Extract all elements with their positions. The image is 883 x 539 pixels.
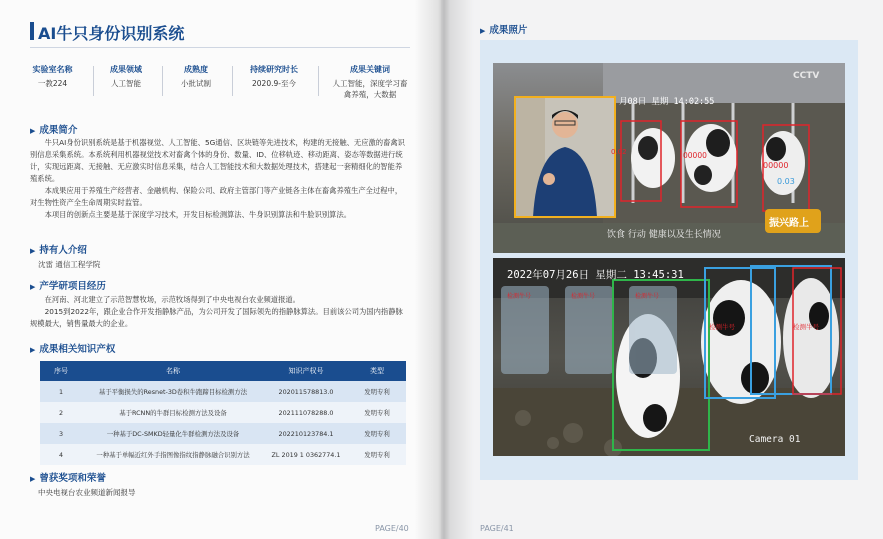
experience-paragraph-2: 2015到2022年，跟企业合作开发指静脉产品，为公司开发了国际领先的指静脉算法。目前该公司为国内指静脉规模最大，销售量最大的企业。 xyxy=(30,307,403,328)
detect-label: 检测牛号 xyxy=(793,323,819,331)
detect-label: 检测牛号 xyxy=(571,293,596,300)
table-cell: 1 xyxy=(40,381,82,402)
table-cell: 一种基于单幅近红外手指图像指纹指静脉融合识别方法 xyxy=(82,444,264,465)
meta-field xyxy=(100,64,152,106)
section-photos-heading xyxy=(480,22,527,36)
triangle-icon: ▶ xyxy=(30,283,36,291)
intro-paragraph-3: 本项目的创新点主要是基于深度学习技术，开发目标检测算法、牛身识别算法和牛脸识别算法。 xyxy=(44,210,352,219)
ip-table-header: 类型 xyxy=(348,361,406,381)
detect-value: 00000 xyxy=(683,151,707,160)
table-cell: 发明专利 xyxy=(348,402,406,423)
meta-field-value: 人工智能 xyxy=(111,79,141,88)
broadcast-caption: 饮食 行动 健康以及生长情况 xyxy=(607,230,721,240)
meta-keywords xyxy=(330,64,410,106)
section-photos-heading-text: 成果照片 xyxy=(489,25,528,36)
meta-keywords-key: 成果关键词 xyxy=(350,65,390,74)
section-experience-heading xyxy=(30,278,106,292)
table-row xyxy=(40,444,406,465)
page-title: AI牛只身份识别系统 xyxy=(38,24,185,43)
ip-table-header-row xyxy=(40,361,406,381)
experience-paragraph-1: 在河南、河北建立了示范智慧牧场，示范牧场得到了中央电视台农业频道报道。 xyxy=(44,295,300,304)
meta-field-key: 成果领域 xyxy=(110,65,142,74)
left-page xyxy=(0,0,441,539)
detect-value: 0.02 xyxy=(611,148,627,156)
section-experience-heading-text: 产学研项目经历 xyxy=(39,281,106,292)
ip-table-header: 知识产权号 xyxy=(264,361,348,381)
intro-paragraph-2: 本成果应用于养殖生产经营者、金融机构、保险公司、政府主管部门等产业链各主体在畜禽养殖生产全过程中，对生物性资产全生命周期实时监管。 xyxy=(30,186,403,207)
meta-keywords-value: 人工智能，深度学习畜禽养殖，大数据 xyxy=(332,79,408,99)
page-number-right: PAGE/41 xyxy=(480,524,514,533)
table-cell: 基于RCNN的牛群目标检测方法及设备 xyxy=(82,402,264,423)
table-cell: 3 xyxy=(40,423,82,444)
ip-table xyxy=(40,361,406,465)
page-number-left: PAGE/40 xyxy=(375,524,409,533)
section-holder-heading-text: 持有人介绍 xyxy=(39,245,87,256)
triangle-icon: ▶ xyxy=(30,346,36,354)
meta-maturity-key: 成熟度 xyxy=(184,65,208,74)
detect-label: 检测牛号 xyxy=(507,293,532,300)
ip-table-header: 序号 xyxy=(40,361,82,381)
photo-tv-broadcast xyxy=(493,63,845,253)
intro-paragraph-1: 牛只AI身份识别系统是基于机器视觉、人工智能、5G通信、区块链等先进技术，构建的无接触、无应激的畜禽识别信息采集系统。本系统利用机器视觉技术对畜禽个体的身份、数量、ID、位移轨迹、移动距离、姿态等数据进行统计，实现远距离、无接触、无应激实时信息采集，结合人工智能技术和大数据处理技术，搭建起一套精细化的智能养殖系统。 xyxy=(30,138,405,183)
meta-divider xyxy=(93,66,94,96)
meta-duration xyxy=(240,64,308,106)
triangle-icon: ▶ xyxy=(30,475,36,483)
section-award-heading-text: 曾获奖项和荣誉 xyxy=(39,473,106,484)
table-cell: 发明专利 xyxy=(348,444,406,465)
triangle-icon: ▶ xyxy=(480,27,486,35)
section-ip-heading xyxy=(30,341,115,355)
cctv-logo: CCTV xyxy=(793,71,820,81)
section-ip-heading-text: 成果相关知识产权 xyxy=(39,344,116,355)
triangle-icon: ▶ xyxy=(30,127,36,135)
section-award-heading xyxy=(30,470,106,484)
title-accent-bar xyxy=(30,22,34,40)
broadcast-timestamp: 月08日 星期 14:02:55 xyxy=(619,97,715,107)
meta-divider xyxy=(162,66,163,96)
meta-maturity-value: 小批试制 xyxy=(181,79,211,88)
table-cell: 202011578813.0 xyxy=(264,381,348,402)
table-cell: 基于平衡损失的Resnet-3D卷积牛跑蹄目标检测方法 xyxy=(82,381,264,402)
meta-lab xyxy=(25,64,80,106)
meta-divider xyxy=(232,66,233,96)
meta-maturity xyxy=(170,64,222,106)
table-cell: 202210123784.1 xyxy=(264,423,348,444)
award-text: 中央电视台农业频道新闻报导 xyxy=(38,488,136,497)
detect-label: 检测牛号 xyxy=(635,293,660,300)
program-badge: 振兴路上 xyxy=(769,218,809,229)
holder-text: 沈雷 通信工程学院 xyxy=(38,260,101,269)
table-row xyxy=(40,423,406,444)
triangle-icon: ▶ xyxy=(30,247,36,255)
meta-lab-key: 实验室名称 xyxy=(32,65,73,74)
detect-value: 00000 xyxy=(763,161,789,170)
ip-table-header: 名称 xyxy=(82,361,264,381)
camera-timestamp: 2022年07月26日 星期二 13:45:31 xyxy=(507,269,684,281)
table-cell: 2 xyxy=(40,402,82,423)
detect-label: 检测牛号 xyxy=(709,323,735,331)
table-cell: ZL 2019 1 0362774.1 xyxy=(264,444,348,465)
meta-duration-value: 2020.9-至今 xyxy=(252,79,296,88)
camera-label: Camera 01 xyxy=(749,434,801,445)
table-cell: 发明专利 xyxy=(348,423,406,444)
section-intro-heading-text: 成果简介 xyxy=(39,125,78,136)
camera-scene-graphic xyxy=(493,258,845,456)
table-cell: 一种基于DC-SMKD轻量化牛群检测方法及设备 xyxy=(82,423,264,444)
detect-score: 0.03 xyxy=(777,177,795,186)
table-row xyxy=(40,381,406,402)
table-cell: 202111078288.0 xyxy=(264,402,348,423)
meta-divider xyxy=(318,66,319,96)
meta-duration-key: 持续研究时长 xyxy=(250,65,298,74)
meta-lab-value: 一教224 xyxy=(37,79,68,88)
section-intro-heading xyxy=(30,122,77,136)
table-row xyxy=(40,402,406,423)
photo-camera-detection xyxy=(493,258,845,456)
table-cell: 发明专利 xyxy=(348,381,406,402)
table-cell: 4 xyxy=(40,444,82,465)
section-holder-heading xyxy=(30,242,87,256)
title-divider xyxy=(30,47,410,48)
